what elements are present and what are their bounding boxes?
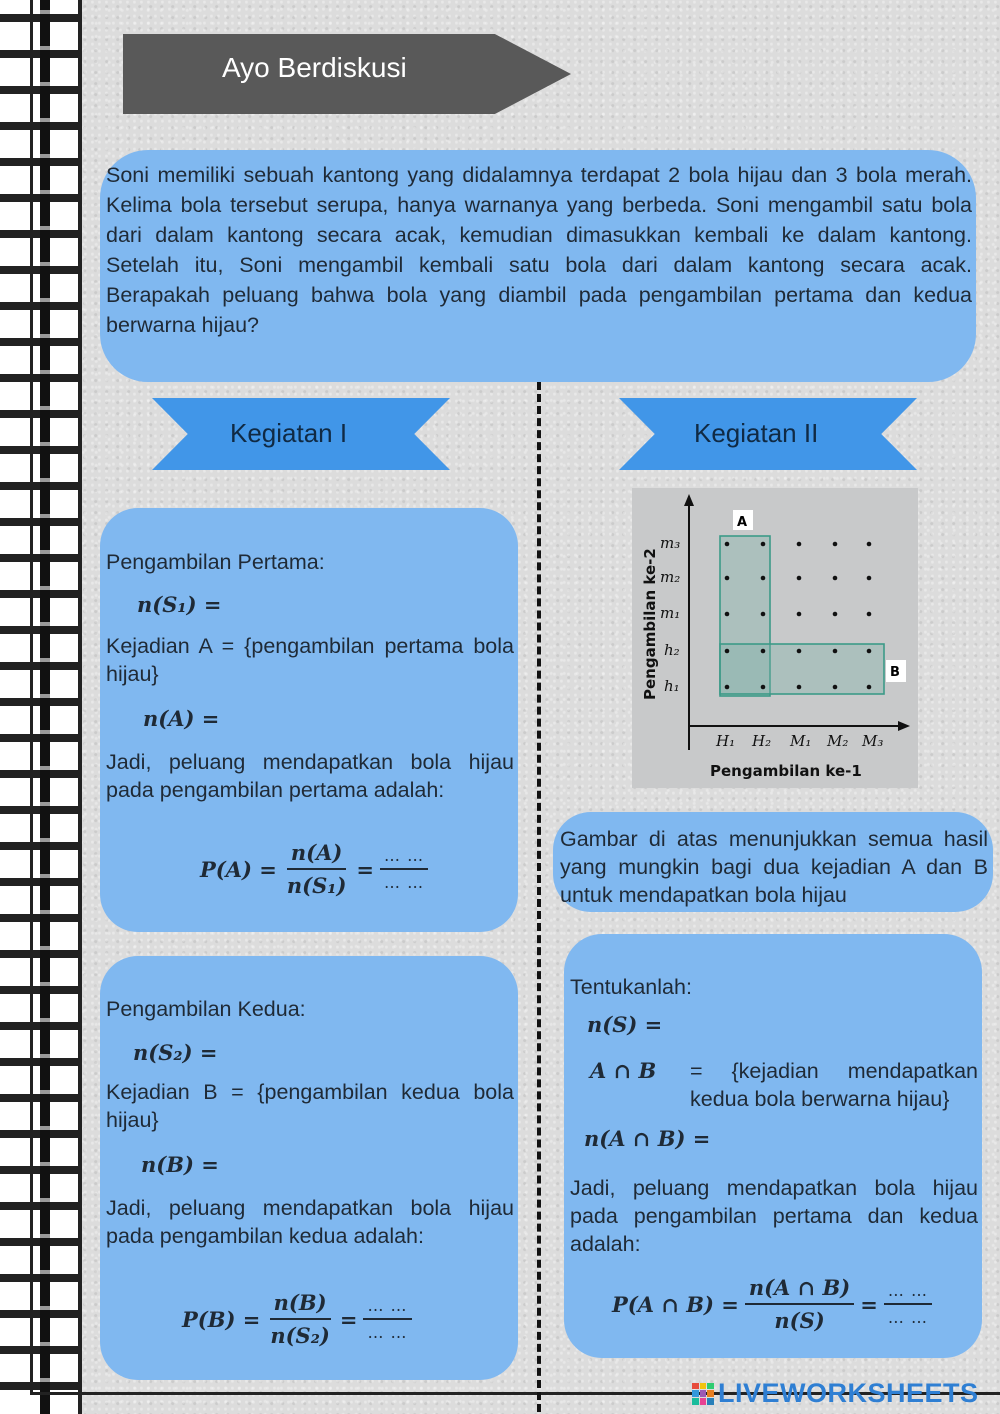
fraction-n-ab [745, 1275, 854, 1333]
answer-fraction-blank[interactable] [884, 1281, 932, 1327]
region-b-rect [720, 644, 884, 694]
pengambilan-pertama-heading: Pengambilan Pertama: [106, 550, 325, 574]
intersection-event-line1 [690, 1057, 978, 1113]
answer-denominator-blank[interactable]: … … [384, 873, 425, 892]
fraction-denominator: n(S) [774, 1308, 825, 1333]
y-axis-label: Pengambilan ke-2 [641, 548, 659, 700]
formula-p-b-lhs: P(B) = [182, 1306, 261, 1332]
fraction-denominator: n(S₁) [286, 873, 347, 898]
fraction-numerator: n(B) [270, 1290, 331, 1320]
x-tick-h1: H₁ [716, 732, 736, 750]
conclusion-1-text: Jadi, peluang mendapatkan bola hijau pada pengambilan pertama adalah: [106, 750, 514, 802]
fraction-n-a [283, 840, 351, 898]
answer-numerator-blank[interactable]: … … [380, 846, 428, 870]
region-a-label: A [737, 515, 748, 530]
x-axis-label: Pengambilan ke-1 [710, 762, 862, 780]
equals-sign: = [356, 856, 374, 882]
region-b-label: B [890, 665, 900, 680]
equals-sign: = [860, 1291, 878, 1317]
y-axis-arrow [684, 494, 694, 506]
fraction-denominator: n(S₂) [270, 1323, 330, 1348]
x-tick-m3: M₃ [862, 732, 884, 750]
formula-p-b [182, 1290, 418, 1348]
formula-p-a-lhs: P(A) = [200, 856, 277, 882]
page-title: Ayo Berdiskusi [222, 52, 407, 83]
n-s2-label: n(S₂) = [133, 1040, 218, 1065]
x-tick-m1: M₁ [790, 732, 812, 750]
x-tick-m2: M₂ [827, 732, 849, 750]
logo-grid-icon [692, 1383, 714, 1405]
x-axis-arrow [898, 721, 910, 731]
column-divider [537, 382, 541, 1412]
fraction-numerator: n(A) [287, 840, 346, 870]
n-a-intersect-b-label: n(A ∩ B) = [584, 1126, 711, 1151]
problem-text: Soni memiliki sebuah kantong yang didalamnya terdapat 2 bola hijau dan 3 bola merah. Kelima bola tersebut serupa, hanya warnanya yang berbeda. Soni mengambil satu bola dari dalam kantong secara acak, kemudian dimasukkan kembali ke dalam kantong. Setelah itu, Soni mengambil kembali satu bola dari dalam kantong secara acak. Berapakah peluang bahwa bola yang diambil pada pengambilan pertama dan kedua berwarna hijau? [106, 163, 972, 337]
answer-fraction-blank[interactable] [363, 1296, 411, 1342]
kejadian-a-text: Kejadian A = {pengambilan pertama bola hijau} [106, 634, 514, 686]
notebook-ring-wire [40, 0, 50, 1414]
sample-space-graph [632, 488, 918, 788]
y-tick-h1: h₁ [664, 677, 680, 695]
conclusion-2-text: Jadi, peluang mendapatkan bola hijau pada pengambilan kedua adalah: [106, 1196, 514, 1248]
graph-caption-text: Gambar di atas menunjukkan semua hasil yang mungkin bagi dua kejadian A dan B untuk mendapatkan bola hijau [560, 827, 988, 907]
y-tick-m3: m₃ [660, 534, 681, 552]
tentukanlah-heading: Tentukanlah: [570, 975, 692, 999]
answer-fraction-blank[interactable] [380, 846, 428, 892]
formula-p-ab-lhs: P(A ∩ B) = [612, 1291, 739, 1317]
intersection-event-text: = {kejadian mendapatkan kedua bola berwarna hijau} [690, 1059, 978, 1111]
answer-denominator-blank[interactable]: … … [367, 1323, 408, 1342]
x-tick-h2: H₂ [752, 732, 772, 750]
n-s1-label: n(S₁) = [137, 592, 222, 617]
y-tick-h2: h₂ [664, 641, 680, 659]
answer-numerator-blank[interactable]: … … [363, 1296, 411, 1320]
intersection-label: A ∩ B [590, 1058, 657, 1083]
sample-space-graph-svg [632, 488, 918, 788]
fraction-n-b [266, 1290, 334, 1348]
pengambilan-kedua-heading: Pengambilan Kedua: [106, 997, 306, 1021]
formula-p-a [200, 840, 434, 898]
y-tick-m2: m₂ [660, 568, 681, 586]
logo-text: LIVEWORKSHEETS [718, 1378, 979, 1408]
y-tick-m1: m₁ [660, 604, 681, 622]
answer-numerator-blank[interactable]: … … [884, 1281, 932, 1305]
liveworksheets-logo [692, 1378, 979, 1409]
n-s-label: n(S) = [587, 1012, 663, 1037]
formula-p-a-intersect-b [612, 1275, 938, 1333]
n-b-label: n(B) = [141, 1152, 219, 1177]
kegiatan-2-title: Kegiatan II [694, 418, 819, 448]
kegiatan-1-title: Kegiatan I [230, 418, 348, 448]
conclusion-3-text: Jadi, peluang mendapatkan bola hijau pada pengambilan pertama dan kedua adalah: [570, 1176, 978, 1256]
kejadian-b-text: Kejadian B = {pengambilan kedua bola hijau} [106, 1080, 514, 1132]
equals-sign: = [339, 1306, 358, 1332]
n-a-label: n(A) = [143, 706, 220, 731]
answer-denominator-blank[interactable]: … … [887, 1308, 928, 1327]
page-frame-left [30, 0, 33, 1395]
fraction-numerator: n(A ∩ B) [745, 1275, 854, 1305]
